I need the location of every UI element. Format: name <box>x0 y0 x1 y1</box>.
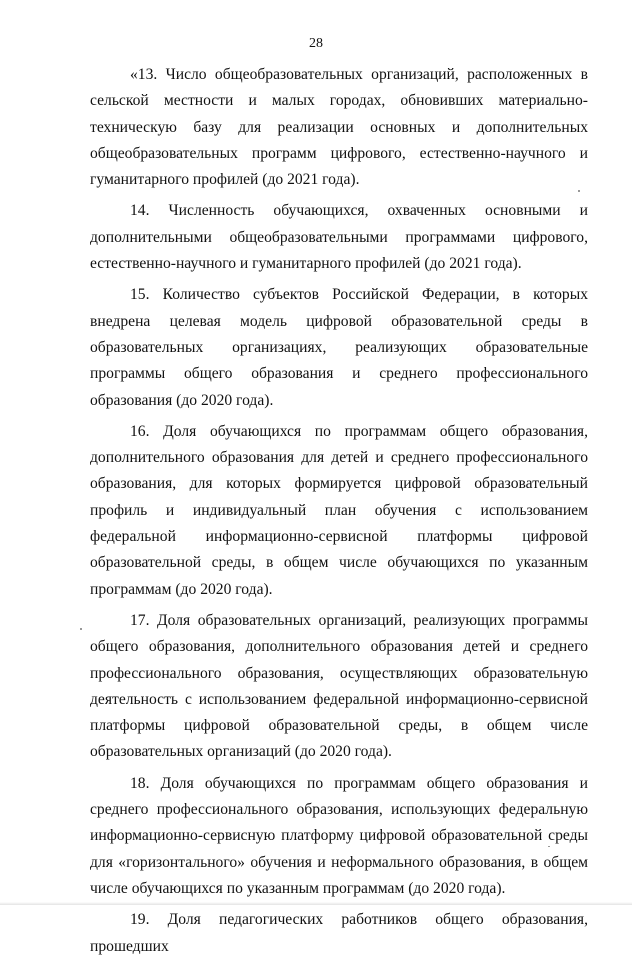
paragraph-item-13: «13. Число общеобразовательных организаций, расположенных в сельской местности и малых городах, обновивших материально-техническую базу для реализации основных и дополнительных общеобразовательных программ цифрового, естественно-научного и гуманитарного профилей (до 2021 года). <box>90 66 588 189</box>
page-number: 28 <box>309 36 323 51</box>
scan-speck <box>578 190 580 192</box>
paragraph-item-15: 15. Количество субъектов Российской Федерации, в которых внедрена целевая модель цифровой образовательной среды в образовательных организациях, реализующих образовательные программы общего образования и среднего профессионального образования (до 2020 года). <box>90 286 588 409</box>
paragraph-item-17: 17. Доля образовательных организаций, реализующих программы общего образования, дополнительного образования детей и среднего профессионального образования, осуществляющих образовательную деятельность с использованием федеральной информационно-сервисной платформы цифровой образовательной среды, в общем числе образовательных организаций (до 2020 года). <box>90 611 588 761</box>
paragraph-item-19: 19. Доля педагогических работников общего образования, прошедших <box>90 911 588 955</box>
paragraph-item-14: 14. Численность обучающихся, охваченных основными и дополнительными общеобразовательными программами цифрового, естественно-научного и гуманитарного профилей (до 2021 года). <box>90 202 588 273</box>
paragraph-item-18: 18. Доля обучающихся по программам общего образования и среднего профессионального образования, использующих федеральную информационно-сервисную платформу цифровой образовательной среды для «горизонтального» обучения и неформального образования, в общем числе обучающихся по указанным программам (до 2020 года). <box>90 774 588 897</box>
document-body <box>90 62 588 965</box>
scan-speck <box>80 628 82 630</box>
paragraph-item-16: 16. Доля обучающихся по программам общего образования, дополнительного образования для детей и среднего профессионального образования, для которых формируется цифровой образовательный профиль и индивидуальный план обучения с использованием федеральной информационно-сервисной платформы цифровой образовательной среды, в общем числе обучающихся по указанным программам (до 2020 года). <box>90 422 588 598</box>
scan-speck <box>548 846 550 847</box>
